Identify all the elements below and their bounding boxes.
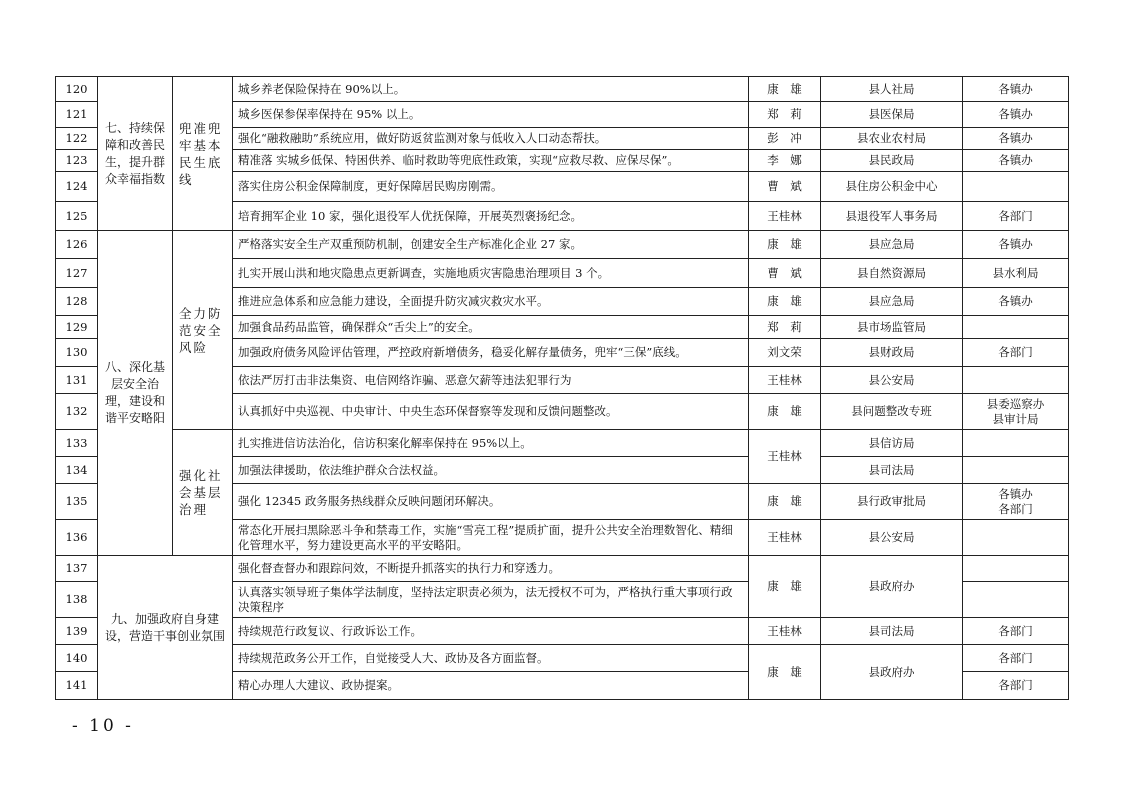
- department-cell: 县人社局: [821, 77, 963, 102]
- row-number: 130: [56, 339, 98, 367]
- row-number: 137: [56, 556, 98, 582]
- task-cell: 强化督查督办和跟踪问效，不断提升抓落实的执行力和穿透力。: [233, 556, 749, 582]
- task-cell: 持续规范政务公开工作，自觉接受人大、政协及各方面监督。: [233, 645, 749, 672]
- table-row: [56, 77, 1069, 102]
- task-cell: 加强食品药品监管，确保群众“舌尖上”的安全。: [233, 316, 749, 339]
- lead-cell: 郑 莉: [749, 316, 821, 339]
- cooperation-cell: 各镇办: [963, 288, 1069, 316]
- cooperation-cell: 各镇办: [963, 150, 1069, 172]
- department-cell: 县行政审批局: [821, 484, 963, 520]
- department-cell: 县公安局: [821, 367, 963, 394]
- category-cell: 九、加强政府自身建设，营造干事创业氛围: [98, 556, 233, 700]
- row-number: 123: [56, 150, 98, 172]
- department-cell: 县政府办: [821, 556, 963, 618]
- cooperation-cell: 各部门: [963, 339, 1069, 367]
- row-number: 131: [56, 367, 98, 394]
- category-cell: 八、深化基层安全治理，建设和谐平安略阳: [98, 231, 173, 556]
- cooperation-cell: 各镇办: [963, 231, 1069, 259]
- table-row: [56, 231, 1069, 259]
- department-cell: 县财政局: [821, 339, 963, 367]
- cooperation-cell: 各镇办: [963, 128, 1069, 150]
- department-cell: 县司法局: [821, 618, 963, 645]
- subcategory-cell: 强化社会基层治理: [173, 430, 233, 556]
- cooperation-cell: [963, 172, 1069, 202]
- row-number: 129: [56, 316, 98, 339]
- department-cell: 县农业农村局: [821, 128, 963, 150]
- task-cell: 培育拥军企业 10 家，强化退役军人优抚保障，开展英烈褒扬纪念。: [233, 202, 749, 231]
- task-cell: 强化“融救融助”系统应用，做好防返贫监测对象与低收入人口动态帮扶。: [233, 128, 749, 150]
- task-table: [55, 76, 1069, 700]
- lead-cell: 康 雄: [749, 484, 821, 520]
- row-number: 140: [56, 645, 98, 672]
- lead-cell: 王桂林: [749, 430, 821, 484]
- cooperation-cell: [963, 394, 1069, 430]
- department-cell: 县信访局: [821, 430, 963, 457]
- task-table-wrapper: [55, 76, 1068, 700]
- category-cell: 七、持续保障和改善民生，提升群众幸福指数: [98, 77, 173, 231]
- cooperation-cell: 各镇办: [963, 102, 1069, 128]
- cooperation-cell: 各部门: [963, 672, 1069, 700]
- row-number: 139: [56, 618, 98, 645]
- department-cell: 县政府办: [821, 645, 963, 700]
- cooperation-cell: [963, 520, 1069, 556]
- lead-cell: 王桂林: [749, 202, 821, 231]
- cooperation-cell: 各镇办: [963, 77, 1069, 102]
- task-cell: 认真落实领导班子集体学法制度，坚持法定职责必须为，法无授权不可为，严格执行重大事项行政决策程序: [233, 582, 749, 618]
- cooperation-cell: 各部门: [963, 202, 1069, 231]
- row-number: 135: [56, 484, 98, 520]
- cooperation-cell: [963, 316, 1069, 339]
- lead-cell: 曹 斌: [749, 259, 821, 288]
- lead-cell: 康 雄: [749, 77, 821, 102]
- lead-cell: 刘文荣: [749, 339, 821, 367]
- row-number: 122: [56, 128, 98, 150]
- cooperation-cell: 县水利局: [963, 259, 1069, 288]
- lead-cell: 康 雄: [749, 556, 821, 618]
- lead-cell: 康 雄: [749, 645, 821, 700]
- task-cell: 常态化开展扫黑除恶斗争和禁毒工作，实施“雪亮工程”提质扩面，提升公共安全治理数智化、精细化管理水平，努力建设更高水平的平安略阳。: [233, 520, 749, 556]
- task-cell: 严格落实安全生产双重预防机制，创建安全生产标准化企业 27 家。: [233, 231, 749, 259]
- task-cell: 扎实推进信访法治化，信访积案化解率保持在 95%以上。: [233, 430, 749, 457]
- cooperation-cell: [963, 430, 1069, 457]
- lead-cell: 康 雄: [749, 394, 821, 430]
- table-row: [56, 430, 1069, 457]
- department-cell: 县自然资源局: [821, 259, 963, 288]
- cooperation-line: 各镇办: [998, 486, 1033, 501]
- task-cell: 依法严厉打击非法集资、电信网络诈骗、恶意欠薪等违法犯罪行为: [233, 367, 749, 394]
- row-number: 121: [56, 102, 98, 128]
- task-cell: 加强政府债务风险评估管理，严控政府新增债务，稳妥化解存量债务，兜牢“三保”底线。: [233, 339, 749, 367]
- page-number: - 10 -: [72, 716, 134, 736]
- cooperation-cell: 各部门: [963, 645, 1069, 672]
- department-cell: 县应急局: [821, 288, 963, 316]
- row-number: 133: [56, 430, 98, 457]
- department-cell: 县退役军人事务局: [821, 202, 963, 231]
- subcategory-cell: 兜准兜牢基本民生底线: [173, 77, 233, 231]
- cooperation-cell: [963, 582, 1069, 618]
- department-cell: 县司法局: [821, 457, 963, 484]
- cooperation-cell: [963, 484, 1069, 520]
- task-cell: 城乡养老保险保持在 90%以上。: [233, 77, 749, 102]
- task-cell: 加强法律援助，依法维护群众合法权益。: [233, 457, 749, 484]
- row-number: 138: [56, 582, 98, 618]
- department-cell: 县民政局: [821, 150, 963, 172]
- lead-cell: 李 娜: [749, 150, 821, 172]
- row-number: 132: [56, 394, 98, 430]
- subcategory-cell: 全力防范安全风险: [173, 231, 233, 430]
- row-number: 120: [56, 77, 98, 102]
- department-cell: 县公安局: [821, 520, 963, 556]
- cooperation-line: 县委巡察办: [986, 396, 1045, 411]
- table-row: [56, 556, 1069, 582]
- lead-cell: 曹 斌: [749, 172, 821, 202]
- row-number: 127: [56, 259, 98, 288]
- row-number: 124: [56, 172, 98, 202]
- task-cell: 落实住房公积金保障制度，更好保障居民购房刚需。: [233, 172, 749, 202]
- department-cell: 县医保局: [821, 102, 963, 128]
- lead-cell: 康 雄: [749, 231, 821, 259]
- lead-cell: 彭 冲: [749, 128, 821, 150]
- lead-cell: 王桂林: [749, 520, 821, 556]
- lead-cell: 郑 莉: [749, 102, 821, 128]
- department-cell: 县问题整改专班: [821, 394, 963, 430]
- row-number: 141: [56, 672, 98, 700]
- lead-cell: 王桂林: [749, 367, 821, 394]
- row-number: 136: [56, 520, 98, 556]
- task-cell: 精准落 实城乡低保、特困供养、临时救助等兜底性政策，实现“应救尽救、应保尽保”。: [233, 150, 749, 172]
- department-cell: 县市场监管局: [821, 316, 963, 339]
- cooperation-cell: [963, 367, 1069, 394]
- cooperation-line: 各部门: [998, 501, 1033, 516]
- task-cell: 精心办理人大建议、政协提案。: [233, 672, 749, 700]
- task-cell: 强化 12345 政务服务热线群众反映问题闭环解决。: [233, 484, 749, 520]
- task-cell: 城乡医保参保率保持在 95% 以上。: [233, 102, 749, 128]
- task-cell: 持续规范行政复议、行政诉讼工作。: [233, 618, 749, 645]
- task-cell: 扎实开展山洪和地灾隐患点更新调查，实施地质灾害隐患治理项目 3 个。: [233, 259, 749, 288]
- cooperation-cell: 各部门: [963, 618, 1069, 645]
- row-number: 134: [56, 457, 98, 484]
- cooperation-cell: [963, 457, 1069, 484]
- lead-cell: 康 雄: [749, 288, 821, 316]
- department-cell: 县住房公积金中心: [821, 172, 963, 202]
- lead-cell: 王桂林: [749, 618, 821, 645]
- task-cell: 推进应急体系和应急能力建设，全面提升防灾减灾救灾水平。: [233, 288, 749, 316]
- cooperation-line: 县审计局: [992, 411, 1039, 426]
- task-cell: 认真抓好中央巡视、中央审计、中央生态环保督察等发现和反馈问题整改。: [233, 394, 749, 430]
- row-number: 126: [56, 231, 98, 259]
- cooperation-cell: [963, 556, 1069, 582]
- department-cell: 县应急局: [821, 231, 963, 259]
- row-number: 125: [56, 202, 98, 231]
- row-number: 128: [56, 288, 98, 316]
